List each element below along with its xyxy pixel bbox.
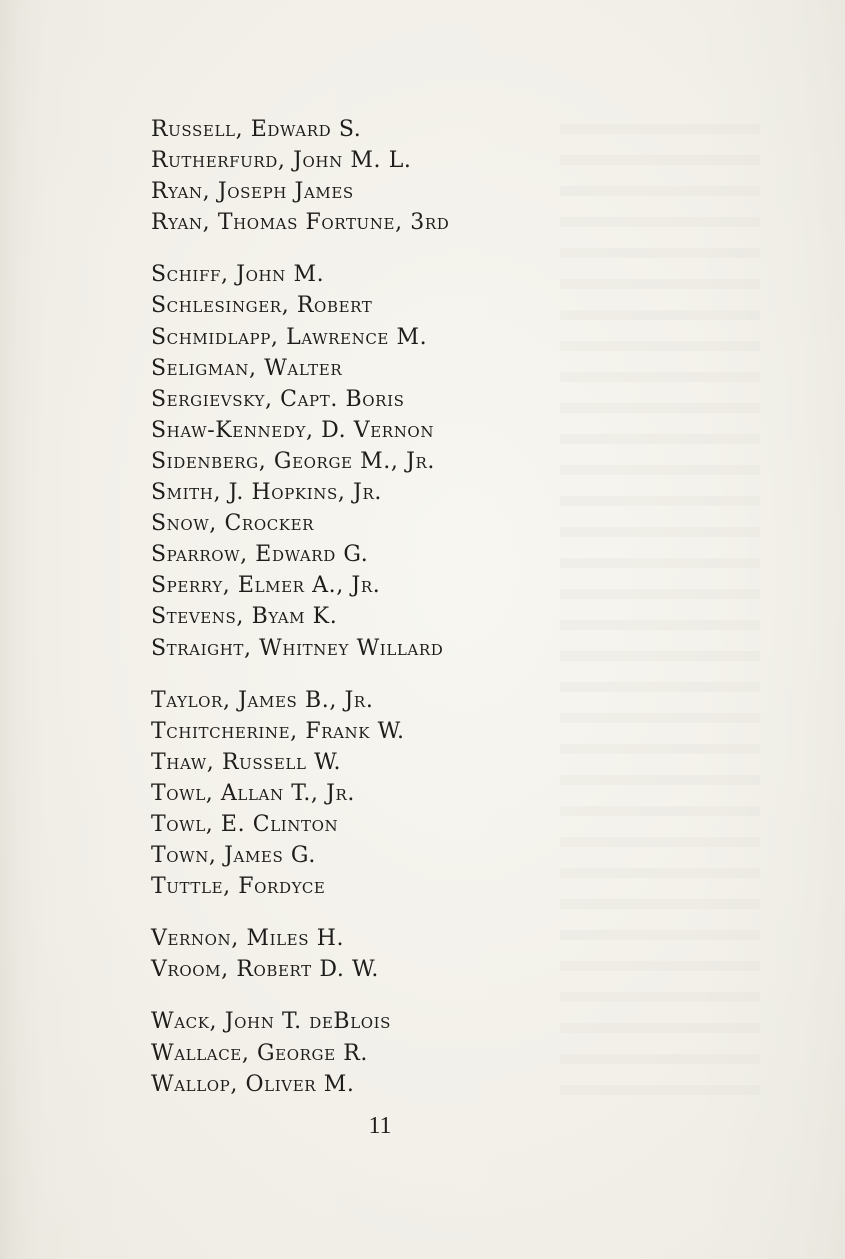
- letter-group-r: [151, 114, 449, 238]
- list-item: Snow, Crocker: [151, 511, 315, 537]
- list-item: Sidenberg, George M., Jr.: [151, 448, 435, 474]
- list-item: Schiff, John M.: [151, 262, 325, 288]
- list-item: Straight, Whitney Willard: [151, 635, 444, 661]
- list-item: Town, James G.: [151, 843, 316, 869]
- list-item: Tchitcherine, Frank W.: [151, 718, 405, 744]
- list-item: Taylor, James B., Jr.: [151, 687, 374, 713]
- list-item: Ryan, Thomas Fortune, 3rd: [151, 210, 450, 236]
- list-item: Schlesinger, Robert: [151, 293, 373, 319]
- name-list: [151, 114, 449, 1100]
- list-item: Wallop, Oliver M.: [151, 1071, 355, 1097]
- list-item: Wack, John T. deBlois: [151, 1009, 392, 1035]
- list-item: Seligman, Walter: [151, 355, 343, 381]
- list-item: Russell, Edward S.: [151, 117, 362, 142]
- list-item: Schmidlapp, Lawrence M.: [151, 324, 428, 350]
- list-item: Sergievsky, Capt. Boris: [151, 386, 405, 412]
- letter-group-w: [151, 1006, 449, 1099]
- list-item: Towl, Allan T., Jr.: [151, 780, 356, 806]
- list-item: Wallace, George R.: [151, 1040, 369, 1066]
- list-item: Sperry, Elmer A., Jr.: [151, 573, 381, 599]
- list-item: Rutherfurd, John M. L.: [151, 148, 412, 174]
- list-item: Thaw, Russell W.: [151, 749, 342, 775]
- letter-group-t: [151, 685, 449, 903]
- list-item: Vroom, Robert D. W.: [151, 957, 379, 983]
- list-item: Towl, E. Clinton: [151, 811, 339, 837]
- list-item: Sparrow, Edward G.: [151, 542, 369, 568]
- list-item: Ryan, Joseph James: [151, 179, 354, 205]
- list-item: Tuttle, Fordyce: [151, 874, 326, 900]
- list-item: Vernon, Miles H.: [151, 926, 345, 952]
- letter-group-s: [151, 259, 449, 663]
- letter-group-v: [151, 923, 449, 985]
- list-item: Stevens, Byam K.: [151, 604, 338, 630]
- list-item: Smith, J. Hopkins, Jr.: [151, 480, 382, 506]
- list-item: Shaw-Kennedy, D. Vernon: [151, 417, 435, 443]
- page-number: 11: [368, 1113, 392, 1139]
